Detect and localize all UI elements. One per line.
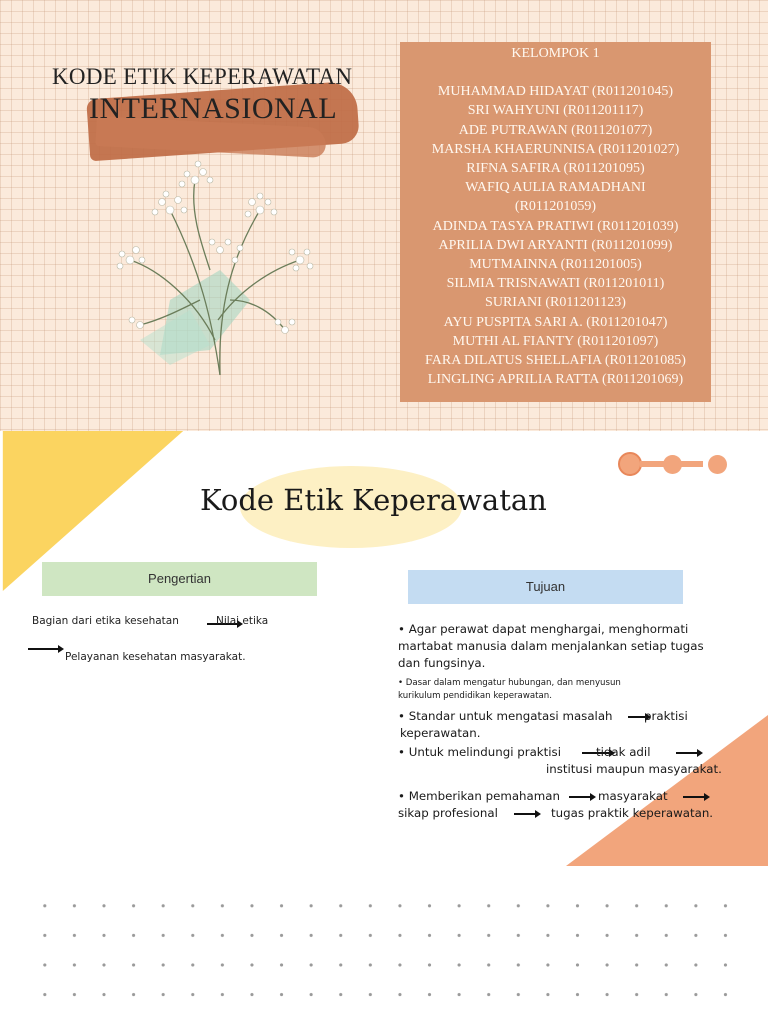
- tujuan-point: praktisi: [644, 709, 688, 723]
- member-line: FARA DILATUS SHELLAFIA (R011201085): [425, 353, 686, 369]
- member-line: MUHAMMAD HIDAYAT (R011201045): [437, 84, 674, 100]
- arrow-icon: [514, 813, 538, 815]
- dot-line-decoration: [618, 451, 730, 477]
- pengertian-text: Pelayanan kesehatan masyarakat.: [65, 651, 246, 663]
- tujuan-point: tugas praktik keperawatan.: [551, 806, 714, 820]
- slide-content: [0, 431, 768, 1024]
- dot-grid-decoration: [30, 891, 750, 1011]
- member-line: SRI WAHYUNI (R011201117): [467, 103, 644, 119]
- babys-breath-flower-illustration: [100, 150, 320, 380]
- member-line: RIFNA SAFIRA (R011201095): [466, 161, 645, 177]
- tujuan-point: dan fungsinya.: [398, 656, 486, 670]
- cover-title-line2: INTERNASIONAL: [89, 92, 338, 125]
- tujuan-point: kurikulum pendidikan keperawatan.: [398, 691, 552, 701]
- tujuan-point: masyarakat: [598, 789, 668, 803]
- member-line: MARSHA KHAERUNNISA (R011201027): [431, 141, 680, 157]
- member-line: SILMIA TRISNAWATI (R011201011): [446, 276, 665, 292]
- member-line: MUTHI AL FIANTY (R011201097): [452, 333, 659, 349]
- tujuan-point: • Memberikan pemahaman: [398, 789, 560, 803]
- arrow-icon: [683, 796, 707, 798]
- pengertian-text: Nilai etika: [216, 615, 269, 627]
- tujuan-point: • Dasar dalam mengatur hubungan, dan menyusun: [398, 678, 621, 688]
- pengertian-text: Bagian dari etika kesehatan: [32, 615, 179, 627]
- group-member-box: [400, 42, 711, 402]
- arrow-icon: [28, 648, 61, 650]
- group-label: KELOMPOK 1: [511, 46, 600, 61]
- member-line: MUTMAINNA (R011201005): [469, 257, 642, 273]
- tujuan-point: tidak adil: [596, 745, 651, 759]
- tujuan-point: sikap profesional: [398, 806, 498, 820]
- member-line: APRILIA DWI ARYANTI (R011201099): [438, 237, 673, 253]
- slide-title: Kode Etik Keperawatan: [200, 483, 547, 517]
- arrow-icon: [676, 752, 700, 754]
- tujuan-point: institusi maupun masyarakat.: [546, 762, 722, 776]
- tujuan-point: keperawatan.: [400, 726, 481, 740]
- member-line: (R011201059): [514, 199, 597, 215]
- tujuan-point: • Agar perawat dapat menghargai, menghormati: [398, 622, 689, 636]
- member-line: WAFIQ AULIA RAMADHANI: [465, 180, 646, 196]
- member-line: SURIANI (R011201123): [485, 295, 626, 311]
- slide-cover: [0, 0, 768, 431]
- member-line: ADINDA TASYA PRATIWI (R011201039): [432, 218, 679, 234]
- tujuan-point: martabat manusia dalam menjalankan setiap tugas: [398, 639, 704, 653]
- member-line: ADE PUTRAWAN (R011201077): [458, 122, 653, 138]
- cover-title-line1: KODE ETIK KEPERAWATAN: [52, 64, 353, 89]
- arrow-icon: [569, 796, 593, 798]
- tujuan-point: • Standar untuk mengatasi masalah: [398, 709, 613, 723]
- tujuan-point: • Untuk melindungi praktisi: [398, 745, 561, 759]
- member-line: LINGLING APRILIA RATTA (R011201069): [427, 372, 684, 388]
- pengertian-header: Pengertian: [42, 562, 317, 596]
- tujuan-header: Tujuan: [408, 570, 683, 604]
- member-line: AYU PUSPITA SARI A. (R011201047): [443, 314, 668, 330]
